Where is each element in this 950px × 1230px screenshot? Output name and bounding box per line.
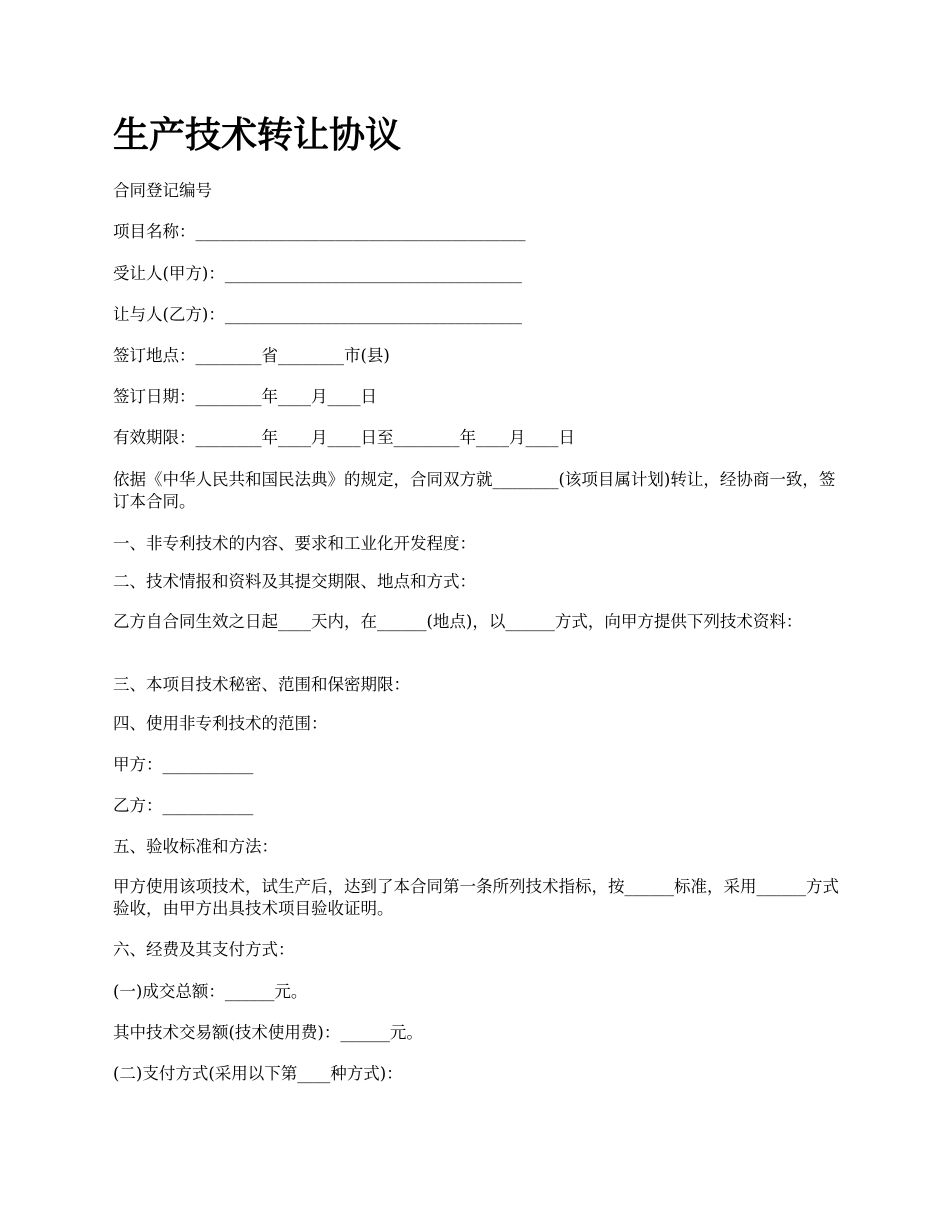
payment-method-field: (二)支付方式(采用以下第____种方式)： [113,1064,403,1083]
section-1-heading: 一、非专利技术的内容、要求和工业化开发程度： [113,534,476,553]
transferee-party-a-field: 受让人(甲方)：____________________________________ [113,264,522,283]
signing-date-field: 签订日期：________年____月____日 [113,387,377,406]
section-6-heading: 六、经费及其支付方式： [113,940,295,959]
technology-fee-field: 其中技术交易额(技术使用费)：______元。 [113,1023,423,1042]
total-amount-field: (一)成交总额：______元。 [113,982,308,1001]
contract-registration-number: 合同登记编号 [113,181,212,200]
validity-period-field: 有效期限：________年____月____日至________年____月____日 [113,428,575,447]
transferor-party-b-field: 让与人(乙方)：____________________________________ [113,305,522,324]
preamble-paragraph: 依据《中华人民共和国民法典》的规定，合同双方就________(该项目属计划)转让，经协商一致，签订本合同。 [113,470,836,511]
section-3-heading: 三、本项目技术秘密、范围和保密期限： [113,675,410,694]
signing-location-field: 签订地点：________省________市(县) [113,346,390,365]
section-5-paragraph: 甲方使用该项技术，试生产后，达到了本合同第一条所列技术指标，按______标准，采用______方式验收，由甲方出具技术项目验收证明。 [113,877,839,918]
project-name-field: 项目名称：________________________________________ [113,222,526,241]
section-5-heading: 五、验收标准和方法： [113,837,278,856]
section-2-paragraph: 乙方自合同生效之日起____天内，在______(地点)，以______方式，向甲方提供下列技术资料： [113,612,803,631]
section-4-heading: 四、使用非专利技术的范围： [113,714,328,733]
party-b-scope-field: 乙方：___________ [113,796,254,815]
document-title: 生产技术转让协议 [113,115,402,156]
section-2-heading: 二、技术情报和资料及其提交期限、地点和方式： [113,572,476,591]
party-a-scope-field: 甲方：___________ [113,755,254,774]
